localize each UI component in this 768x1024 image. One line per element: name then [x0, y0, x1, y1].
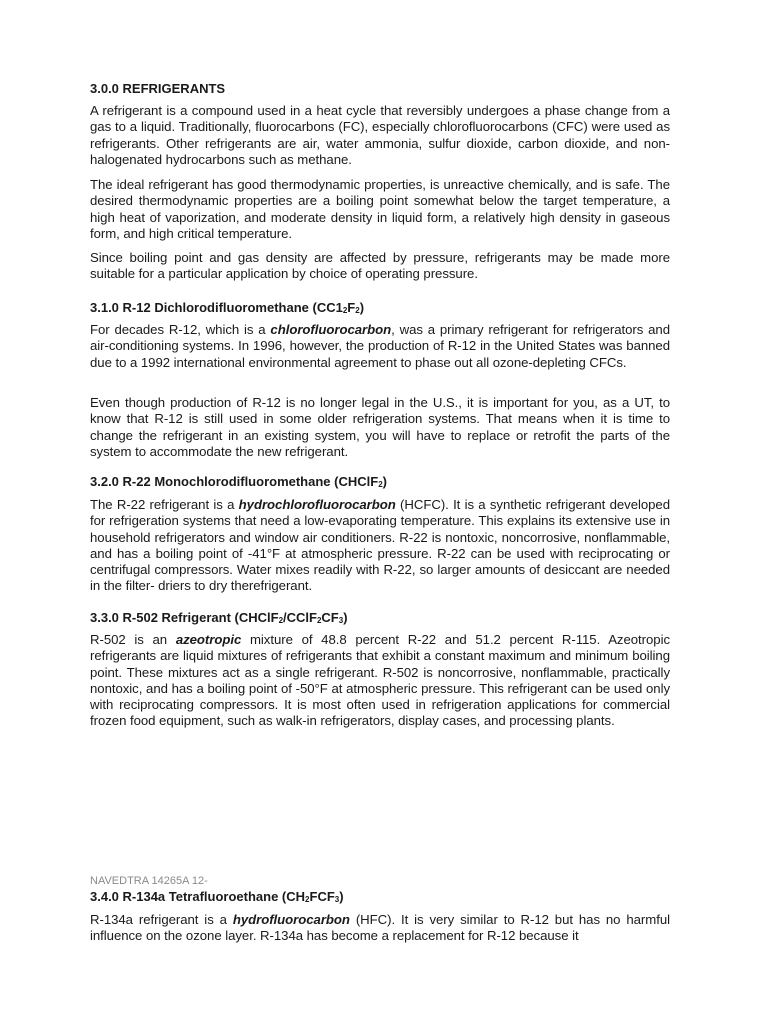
paragraph-r12-retrofit: Even though production of R-12 is no longer legal in the U.S., it is important for you, as a UT, to know that R-12 is still used in some older refrigeration systems. That means when it is time to change the refrigerant in an existing system, you will have to replace or retrofit the parts of the system to accommodate the new refrigerant.	[90, 395, 670, 459]
paragraph-operating-pressure: Since boiling point and gas density are affected by pressure, refrigerants may be made more suitable for a particular application by choice of operating pressure.	[90, 250, 670, 282]
page-footer: NAVEDTRA 14265A 12-	[90, 875, 208, 887]
paragraph-refrigerant-definition: A refrigerant is a compound used in a heat cycle that reversibly undergoes a phase change from a gas to a liquid. Traditionally, fluorocarbons (FC), especially chlorofluorocarbons (CFC) were used as refrigerants. Other refrigerants are air, water ammonia, sulfur dioxide, carbon dioxide, and non-halogenated hydrocarbons such as methane.	[90, 103, 670, 167]
paragraph-r134a: R-134a refrigerant is a hydrofluorocarbon (HFC). It is very similar to R-12 but has no harmful influence on the ozone layer. R-134a has become a replacement for R-12 because it	[90, 912, 670, 944]
paragraph-r502: R-502 is an azeotropic mixture of 48.8 percent R-22 and 51.2 percent R-115. Azeotropic refrigerants are liquid mixtures of refrigerants that exhibit a constant maximum and minimum boiling point. These mixtures act as a single refrigerant. R-502 is noncorrosive, nonflammable, practically nontoxic, and has a boiling point of -50°F at atmospheric pressure. This refrigerant can be used only with reciprocating compressors. It is most often used in refrigeration applications for commercial frozen food equipment, such as walk-in refrigerators, display cases, and processing plants.	[90, 632, 670, 729]
section-heading-3-3-0: 3.3.0 R-502 Refrigerant $(CHClF_2/CClF_2CF_3)$	[90, 610, 348, 625]
term-azeotropic: azeotropic	[175, 632, 242, 647]
term-hydrofluorocarbon: hydrofluorocarbon	[232, 912, 350, 927]
paragraph-ideal-refrigerant: The ideal refrigerant has good thermodynamic properties, is unreactive chemically, and is safe. The desired thermodynamic properties are a boiling point somewhat below the target temperature, a high heat of vaporization, and moderate density in liquid form, a relatively high density in gaseous form, and high critical temperature.	[90, 177, 670, 241]
section-heading-3-4-0: 3.4.0 R-134a Tetrafluoroethane $(CH_2FCF_3)$	[90, 889, 344, 904]
section-heading-3-2-0: 3.2.0 R-22 Monochlorodifluoromethane (CHClF$_2$)	[90, 474, 387, 489]
section-heading-3-0-0: 3.0.0 REFRIGERANTS	[90, 81, 226, 96]
paragraph-r12-history: For decades R-12, which is a chlorofluorocarbon, was a primary refrigerant for refrigerators and air-conditioning systems. In 1996, however, the production of R-12 in the United States was banned due to a 1992 international environmental agreement to phase out all ozone-depleting CFCs.	[90, 322, 670, 370]
paragraph-r22: The R-22 refrigerant is a hydrochlorofluorocarbon (HCFC). It is a synthetic refrigerant developed for refrigeration systems that need a low-evaporating temperature. This explains its extensive use in household refrigerators and window air conditioners. R-22 is nontoxic, noncorrosive, nonflammable, and has a boiling point of -41°F at atmospheric pressure. R-22 can be used with reciprocating or centrifugal compressors. Water mixes readily with R-22, so larger amounts of desiccant are needed in the filter- driers to dry therefrigerant.	[90, 497, 670, 594]
section-heading-3-1-0: 3.1.0 R-12 Dichlorodifluoromethane $(CC1_2F_2)$	[90, 300, 365, 315]
term-hydrochlorofluorocarbon: hydrochlorofluorocarbon	[238, 497, 396, 512]
term-chlorofluorocarbon: chlorofluorocarbon	[270, 322, 392, 337]
